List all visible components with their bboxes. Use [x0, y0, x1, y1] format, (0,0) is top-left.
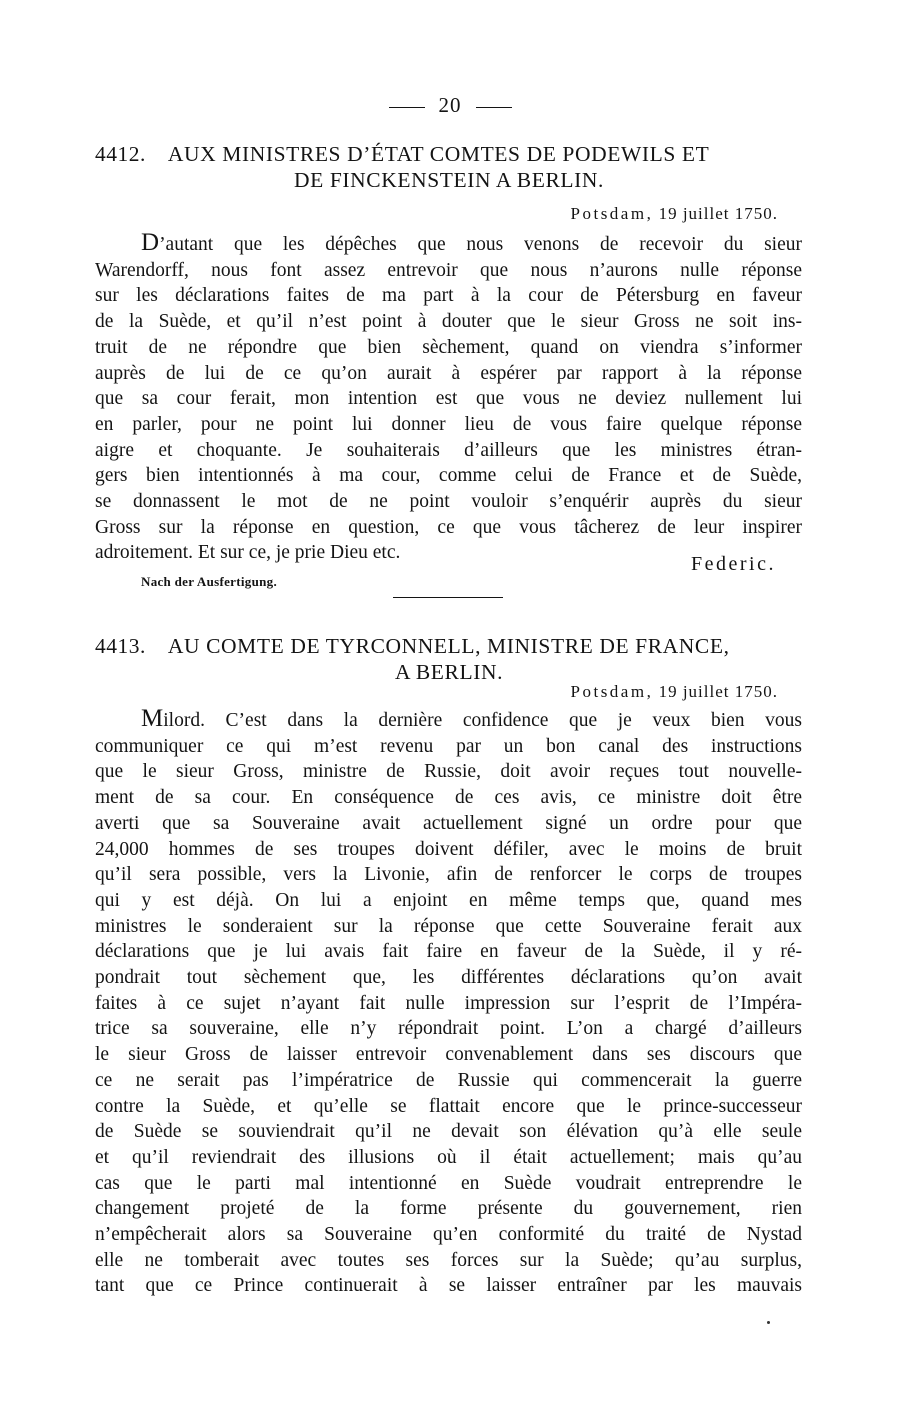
page-number-rule-right: [476, 107, 512, 108]
letter-body-4413: [95, 706, 802, 1299]
letter-heading-4413: [95, 633, 803, 685]
letter-heading-4412: [95, 141, 803, 193]
body-line: ment de sa cour. En conséquence de ces avis, ce ministre doit être: [95, 787, 802, 809]
body-line: le sieur Gross de laisser entrevoir convenablement dans ses discours que: [95, 1044, 802, 1066]
body-line: Milord. C’est dans la dernière confidence que je veux bien vous: [141, 705, 802, 732]
body-line: et qu’il reviendrait des illusions où il était actuellement; mais qu’au: [95, 1146, 802, 1168]
body-line: gers bien intentionnés à ma cour, comme celui de France et de Suède,: [95, 465, 802, 487]
body-line: en parler, pour ne point lui donner lieu de vous faire quelque réponse: [95, 413, 802, 435]
drop-cap: D: [141, 229, 160, 256]
drop-cap: M: [141, 705, 164, 732]
body-line: elle ne tomberait avec toutes ses forces sur la Suède; qu’au surplus,: [95, 1249, 802, 1271]
dateline-place: Potsdam,: [570, 682, 654, 701]
body-line: pondrait tout sèchement que, les différentes déclarations qu’on avait: [95, 967, 802, 989]
body-line: cas que le parti mal intentionné en Suède voudrait entreprendre le: [95, 1172, 802, 1194]
source-note: Nach der Ausfertigung.: [141, 574, 278, 589]
signature: Federic.: [691, 553, 776, 575]
dateline-place: Potsdam,: [570, 204, 654, 223]
body-line: tant que ce Prince continuerait à se laisser entraîner par les mauvais: [95, 1275, 802, 1297]
dateline-date: 19 juillet 1750.: [658, 204, 778, 223]
body-line: changement projeté de la forme présente du gouvernement, rien: [95, 1198, 802, 1220]
body-line: se donnassent le mot de ne point vouloir s’enquérir auprès du sieur: [95, 491, 802, 513]
body-line: que sa cour ferait, mon intention est que vous ne deviez nullement lui: [95, 388, 802, 410]
letter-number: 4413.: [95, 634, 146, 658]
dateline-date: 19 juillet 1750.: [658, 682, 778, 701]
body-line: sur les déclarations faites de ma part à la cour de Pétersburg en faveur: [95, 285, 802, 307]
body-line: ce ne serait pas l’impératrice de Russie qui commencerait la guerre: [95, 1069, 802, 1091]
letter-body-4412: [95, 230, 802, 566]
body-line: qui y est déjà. On lui a enjoint en même temps que, quand mes: [95, 889, 802, 911]
letter-heading-line2: DE FINCKENSTEIN A BERLIN.: [293, 168, 605, 192]
letter-heading-line1: AUX MINISTRES D’ÉTAT COMTES DE PODEWILS ET: [167, 142, 710, 166]
body-line: faites à ce sujet n’ayant fait nulle impression sur l’esprit de l’Impéra-: [95, 992, 802, 1014]
body-line: que le sieur Gross, ministre de Russie, doit avoir reçues tout nouvelle-: [95, 761, 802, 783]
letter-heading-line1: AU COMTE DE TYRCONNELL, MINISTRE DE FRANCE,: [167, 634, 730, 658]
print-speck: [767, 1321, 770, 1324]
body-line: déclarations que je lui avais fait faire en faveur de la Suède, il y ré-: [95, 941, 802, 963]
body-line: 24,000 hommes de ses troupes doivent défiler, avec le moins de bruit: [95, 838, 802, 860]
body-line: averti que sa Souveraine avait actuellement signé un ordre pour que: [95, 812, 802, 834]
body-line: contre la Suède, et qu’elle se flattait encore que le prince-successeur: [95, 1095, 802, 1117]
body-line: de la Suède, et qu’il n’est point à douter que le sieur Gross ne soit ins-: [95, 311, 802, 333]
page-number-rule-left: [389, 107, 425, 108]
letter-dateline-4413: [571, 681, 778, 703]
body-line: trice sa souveraine, elle n’y répondrait point. L’on a chargé d’ailleurs: [95, 1018, 802, 1040]
body-line: de Suède se souviendrait qu’il ne devait son élévation qu’à elle seule: [95, 1121, 802, 1143]
body-line: Warendorff, nous font assez entrevoir que nous n’aurons nulle réponse: [95, 259, 802, 281]
body-line: adroitement. Et sur ce, je prie Dieu etc.: [95, 542, 401, 564]
body-line: D’autant que les dépêches que nous venons de recevoir du sieur: [141, 229, 802, 256]
section-separator: [393, 597, 503, 598]
body-line: n’empêcherait alors sa Souveraine qu’en conformité du traité de Nystad: [95, 1224, 802, 1246]
letter-heading-line2: A BERLIN.: [394, 660, 504, 684]
page-number: [0, 92, 900, 118]
letter-number: 4412.: [95, 142, 146, 166]
body-line: communiquer ce qui m’est revenu par un bon canal des instructions: [95, 735, 802, 757]
body-line: qu’il sera possible, vers la Livonie, afin de renforcer le corps de troupes: [95, 864, 802, 886]
body-line: auprès de lui de ce qu’on aurait à espérer par rapport à la réponse: [95, 362, 802, 384]
body-line: Gross sur la réponse en question, ce que vous tâcherez de leur inspirer: [95, 516, 802, 538]
body-line: ministres le sonderaient sur la réponse que cette Souveraine ferait aux: [95, 915, 802, 937]
page-number-text: 20: [438, 93, 462, 117]
body-line: truit de ne répondre que bien sèchement, quand on viendra s’informer: [95, 336, 802, 358]
letter-dateline-4412: [571, 203, 778, 225]
body-line: aigre et choquante. Je souhaiterais d’ailleurs que les ministres étran-: [95, 439, 802, 461]
